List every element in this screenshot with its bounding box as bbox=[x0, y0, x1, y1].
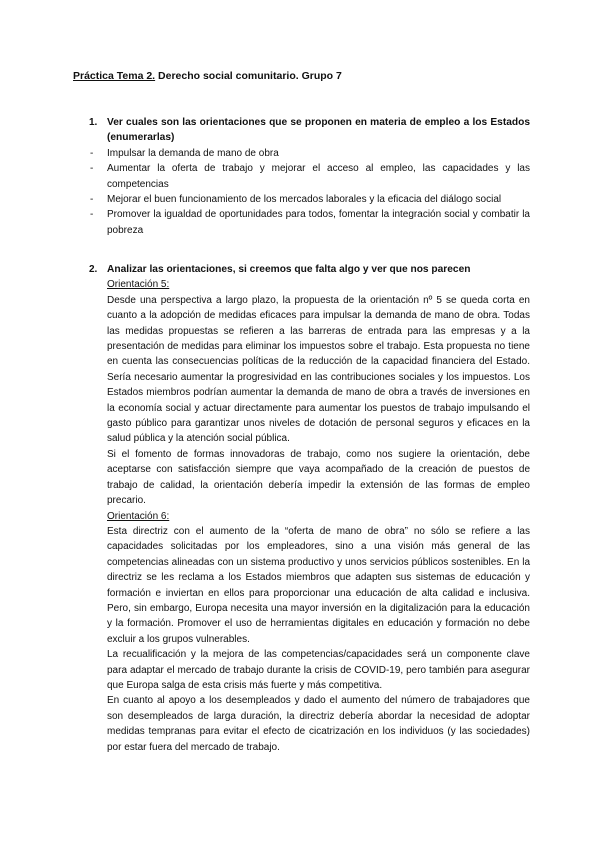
orientation-6-heading: Orientación 6: bbox=[107, 510, 170, 522]
section-2-question: Analizar las orientaciones, si creemos que falta algo y ver que nos parecen bbox=[107, 264, 471, 275]
dash-icon: - bbox=[90, 163, 94, 175]
list-item bbox=[90, 207, 530, 238]
orientation-6-paragraph-1: Esta directriz con el aumento de la “oferta de mano de obra” no sólo se refiere a las capacidades solicitadas por los empleadores, sino a una visión más general de las competencias alineadas con un sistema productivo y unos servicios públicos sostenibles. En la directriz se les reclama a los Estados miembros que adapten sus sistemas de educación y formación e inviertan en ellos para proporcionar una educación de alta calidad e inclusiva. Pero, sin embargo, Europa necesita una mayor inversión en la digitalización para la educación y la formación. Promover el uso de herramientas digitales en educación y formación no debe excluir a los grupos vulnerables. bbox=[107, 525, 530, 645]
section-1 bbox=[90, 115, 530, 238]
list-item-text: Impulsar la demanda de mano de obra bbox=[107, 147, 279, 159]
list-item bbox=[90, 161, 530, 192]
orientations-list bbox=[90, 146, 530, 238]
orientation-6-paragraph-2: La recualificación y la mejora de las competencias/capacidades será un componente clave para adaptar el mercado de trabajo durante la crisis de COVID-19, pero también para asegurar que Europa salga de esta crisis más fuerte y más competitiva. bbox=[107, 649, 530, 691]
title-rest: Derecho social comunitario. Grupo 7 bbox=[155, 70, 342, 82]
section-2-number: 2. bbox=[89, 264, 98, 275]
list-item-text: Mejorar el buen funcionamiento de los mercados laborales y la eficacia del diálogo social bbox=[107, 194, 502, 206]
dash-icon: - bbox=[90, 209, 94, 221]
list-item-text: Promover la igualdad de oportunidades para todos, fomentar la integración social y combatir la pobreza bbox=[107, 209, 530, 236]
orientation-6-paragraph-3: En cuanto al apoyo a los desempleados y dado el aumento del número de trabajadores que son desempleados de larga duración, la directriz debería abordar la necesidad de adoptar medidas tempranas para evitar el efecto de cicatrización en los individuos (y las sociedades) por estar fuera del mercado de trabajo. bbox=[107, 695, 530, 753]
title-underlined-part: Práctica Tema 2. bbox=[73, 70, 156, 82]
orientation-5-heading: Orientación 5: bbox=[107, 279, 170, 291]
section-2 bbox=[90, 262, 530, 755]
list-item-text: Aumentar la oferta de trabajo y mejorar el acceso al empleo, las capacidades y las competencias bbox=[107, 163, 530, 190]
orientation-5-paragraph-1: Desde una perspectiva a largo plazo, la propuesta de la orientación nº 5 se queda corta en cuanto a la adopción de medidas eficaces para impulsar la demanda de mano de obra. Todas las medidas propuestas se refieren a las barreras de entrada para las empresas y a la presentación de medidas para eliminar los impuestos sobre el trabajo. Esta propuesta no tiene en cuenta las consecuencias políticas de la reducción de la capacidad financiera del Estado. Sería necesario aumentar la progresividad en las contribuciones sociales y los impuestos. Los Estados miembros podrían aumentar la demanda de mano de obra a través de inversiones en la economía social y actuar directamente para aumentar los puestos de trabajo impulsando el gasto público para garantizar unos niveles de dotación de personal seguros y eficaces en la salud pública y la atención social pública. bbox=[107, 294, 530, 445]
section-1-number: 1. bbox=[89, 117, 98, 128]
dash-icon: - bbox=[90, 194, 94, 206]
dash-icon: - bbox=[90, 147, 94, 159]
document-title bbox=[73, 70, 342, 82]
section-1-question: Ver cuales son las orientaciones que se proponen en materia de empleo a los Estados (enumerarlas) bbox=[107, 117, 530, 144]
list-item bbox=[90, 146, 530, 161]
list-item bbox=[90, 192, 530, 207]
orientation-5-paragraph-2: Si el fomento de formas innovadoras de trabajo, como nos sugiere la orientación, debe aceptarse con satisfacción siempre que vaya acompañado de la creación de puestos de trabajo de calidad, la orientación debería impedir la extensión de las formas de empleo precario. bbox=[107, 448, 530, 507]
